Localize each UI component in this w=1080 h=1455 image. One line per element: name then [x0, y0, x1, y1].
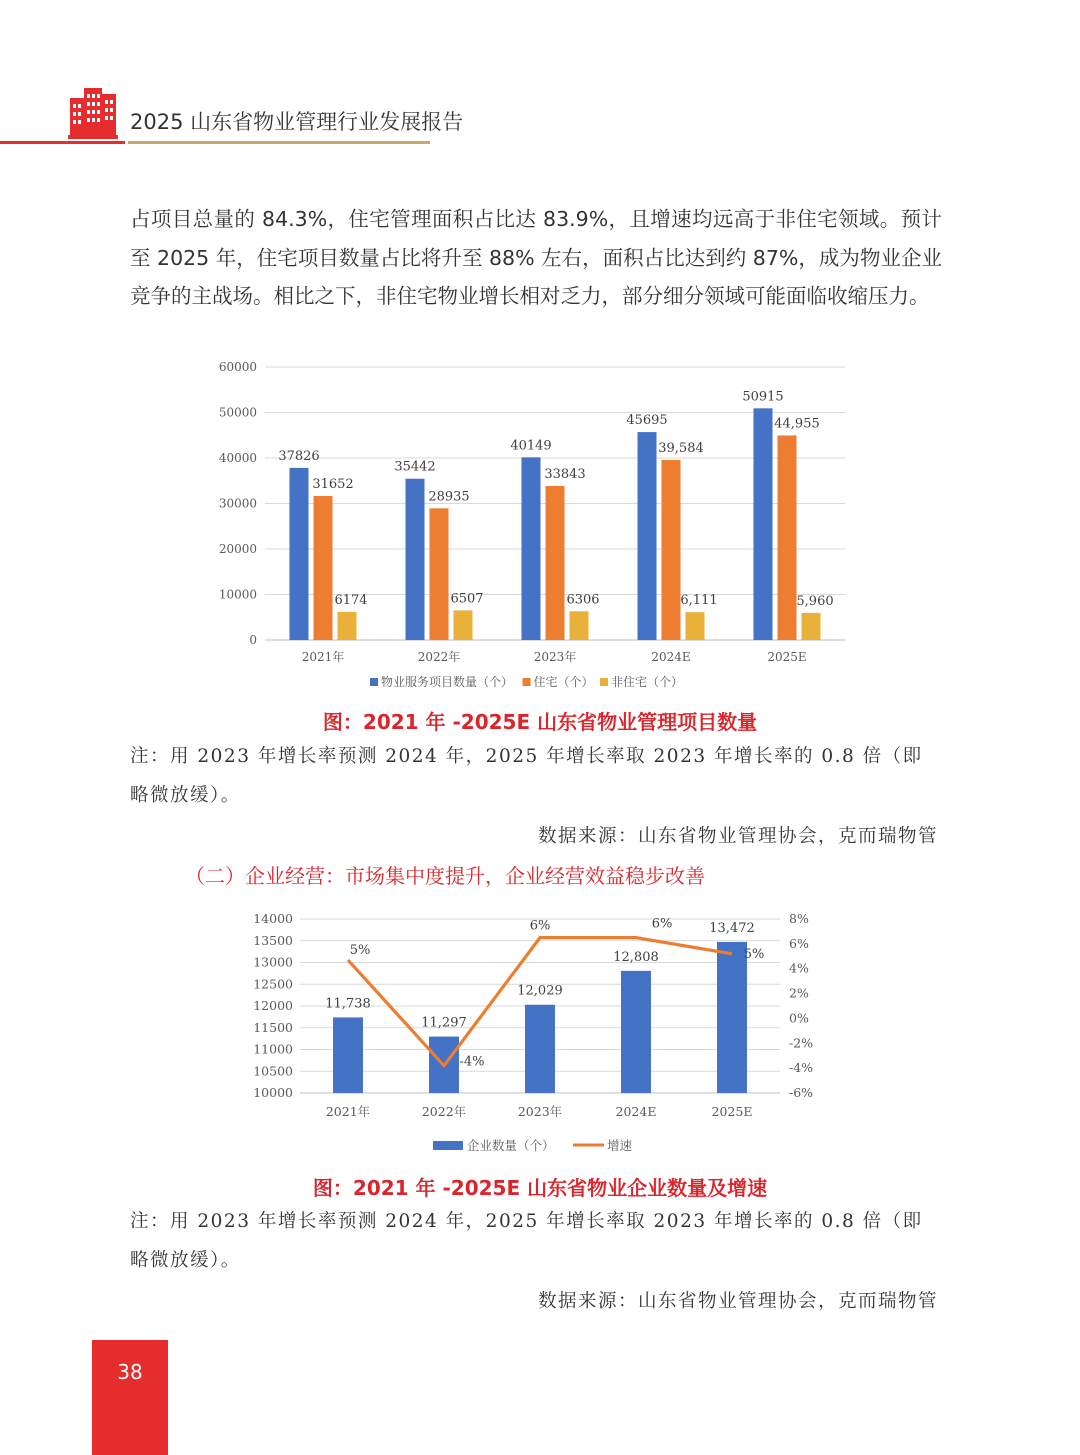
bar-data-label: 5,960 — [796, 593, 834, 609]
bar-data-label: 6174 — [334, 592, 368, 608]
y2-tick-label: -4% — [789, 1060, 814, 1076]
legend-swatch — [523, 678, 531, 686]
bar — [333, 1017, 363, 1093]
bar-data-label: 50915 — [742, 389, 784, 405]
page-number-tab — [92, 1340, 168, 1455]
bar-data-label: 37826 — [278, 448, 320, 464]
y-tick-label: 0 — [249, 633, 257, 647]
legend-swatch — [370, 678, 378, 686]
bar — [522, 457, 541, 640]
x-tick-label: 2024E — [615, 1104, 657, 1119]
bar — [525, 1005, 555, 1093]
legend-entry: 物业服务项目数量（个） — [381, 675, 514, 689]
x-tick-label: 2023年 — [533, 650, 577, 664]
x-tick-label: 2022年 — [421, 1104, 467, 1119]
bar-data-label: 12,808 — [613, 949, 659, 965]
bar — [406, 479, 425, 640]
y-tick-label: 12500 — [253, 976, 293, 992]
x-tick-label: 2024E — [651, 650, 691, 664]
bar — [290, 468, 309, 640]
bar-data-label: 39,584 — [658, 440, 704, 456]
chart1-source: 数据来源：山东省物业管理协会，克而瑞物管 — [537, 826, 938, 847]
chart2-source: 数据来源：山东省物业管理协会，克而瑞物管 — [537, 1291, 938, 1312]
bar — [717, 942, 747, 1093]
y-tick-label: 13000 — [253, 954, 293, 970]
bar — [621, 971, 651, 1093]
legend-entry: 非住宅（个） — [611, 675, 684, 689]
bar-data-label: 45695 — [626, 413, 668, 429]
bar — [686, 612, 705, 640]
chart1-caption: 图：2021 年 -2025E 山东省物业管理项目数量 — [322, 710, 758, 734]
line-data-label: 6% — [651, 916, 673, 932]
y-tick-label: 10500 — [253, 1063, 293, 1079]
bar — [638, 432, 657, 640]
bar-data-label: 6,111 — [680, 593, 718, 609]
x-tick-label: 2021年 — [325, 1104, 371, 1119]
bar — [338, 612, 357, 640]
legend-entry: 企业数量（个） — [467, 1138, 555, 1153]
y-tick-label: 50000 — [218, 405, 257, 420]
bar-data-label: 40149 — [510, 438, 552, 454]
page-header — [0, 80, 1080, 150]
y2-tick-label: 8% — [789, 911, 809, 926]
bar — [754, 408, 773, 640]
x-tick-label: 2022年 — [417, 650, 461, 664]
bar-data-label: 11,297 — [421, 1015, 467, 1031]
project-count-bar-chart — [200, 355, 860, 700]
y2-tick-label: -6% — [789, 1085, 814, 1100]
y-tick-label: 40000 — [218, 451, 257, 465]
bar-data-label: 6306 — [566, 592, 600, 608]
y-tick-label: 11000 — [253, 1041, 293, 1057]
line-data-label: 5% — [349, 943, 371, 959]
bar-data-label: 11,738 — [325, 996, 371, 1012]
bar-data-label: 12,029 — [517, 983, 563, 999]
bar-data-label: 33843 — [544, 467, 586, 483]
bar — [802, 613, 821, 640]
report-title: 2025 山东省物业管理行业发展报告 — [130, 110, 464, 134]
y-tick-label: 30000 — [218, 496, 257, 511]
bar — [454, 610, 473, 640]
bar-data-label: 13,472 — [709, 920, 755, 936]
section-heading: （二）企业经营：市场集中度提升，企业经营效益稳步改善 — [185, 864, 705, 888]
y-tick-label: 60000 — [218, 360, 257, 374]
bar — [430, 508, 449, 640]
x-tick-label: 2023年 — [517, 1104, 563, 1119]
y2-tick-label: 6% — [789, 935, 809, 951]
line-data-label: -4% — [459, 1054, 485, 1070]
y-tick-label: 12000 — [253, 998, 293, 1013]
legend-entry: 增速 — [607, 1138, 633, 1153]
line-data-label: 6% — [529, 918, 551, 934]
legend-swatch — [600, 678, 608, 686]
bar — [662, 460, 681, 640]
bar-data-label: 28935 — [428, 489, 470, 505]
x-tick-label: 2021年 — [301, 650, 345, 664]
legend-swatch — [433, 1141, 463, 1150]
y-tick-label: 13500 — [253, 932, 293, 948]
bar-data-label: 31652 — [312, 476, 354, 492]
legend-entry: 住宅（个） — [533, 675, 594, 689]
bar-data-label: 44,955 — [774, 416, 820, 432]
chart2-caption: 图：2021 年 -2025E 山东省物业企业数量及增速 — [312, 1176, 768, 1200]
line-data-label: 5% — [743, 946, 765, 962]
y2-tick-label: 2% — [789, 985, 809, 1001]
enterprise-count-combo-chart — [240, 905, 840, 1160]
bar — [570, 611, 589, 640]
bar — [314, 496, 333, 640]
x-tick-label: 2025E — [711, 1104, 753, 1119]
y-tick-label: 11500 — [253, 1019, 293, 1035]
bar-data-label: 6507 — [450, 591, 484, 607]
y-tick-label: 20000 — [218, 542, 257, 556]
y2-tick-label: 4% — [789, 960, 809, 976]
building-logo-icon — [0, 80, 130, 150]
bar — [546, 486, 565, 640]
y-tick-label: 14000 — [253, 911, 293, 926]
y2-tick-label: 0% — [789, 1010, 809, 1026]
bar — [778, 435, 797, 640]
page-number: 38 — [117, 1360, 143, 1384]
x-tick-label: 2025E — [767, 650, 807, 664]
chart2-note: 注：用 2023 年增长率预测 2024 年，2025 年增长率取 2023 年增长率的 0.8 倍（即略微放缓）。 — [130, 1211, 923, 1271]
bar-data-label: 35442 — [394, 459, 436, 475]
chart1-note: 注：用 2023 年增长率预测 2024 年，2025 年增长率取 2023 年增长率的 0.8 倍（即略微放缓）。 — [130, 746, 923, 806]
y2-tick-label: -2% — [789, 1035, 814, 1051]
y-tick-label: 10000 — [218, 587, 257, 602]
header-gold-rule — [128, 141, 430, 144]
body-paragraph: 占项目总量的 84.3%，住宅管理面积占比达 83.9%，且增速均远高于非住宅领域。预计至 2025 年，住宅项目数量占比将升至 88% 左右，面积占比达到约 87%，成为物业企业竞争的主战场。相比之下，非住宅物业增长相对乏力，部分细分领域可能面临收缩压力。 — [130, 207, 942, 308]
y-tick-label: 10000 — [253, 1085, 293, 1100]
